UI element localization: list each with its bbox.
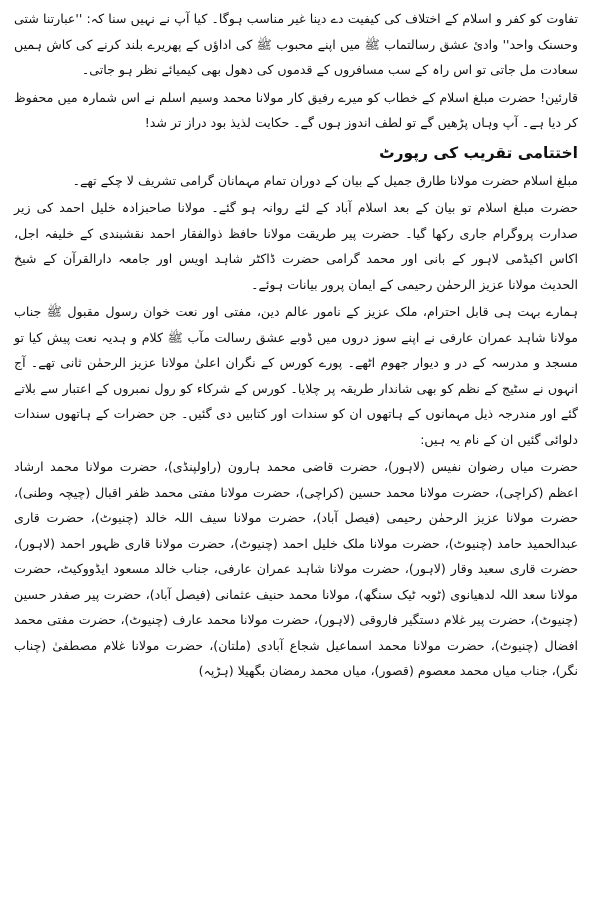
readers-note-paragraph: قارئین! حضرت مبلغ اسلام کے خطاب کو میرے رفیق کار مولانا محمد وسیم اسلم نے اس شمارہ میں محفوظ کر دیا ہے۔ آپ وہاں پڑھیں گے تو لطف اندوز ہوں گے۔ حکایت لذیذ بود دراز تر شد!: [14, 89, 578, 130]
report-paragraph: حضرت مبلغ اسلام تو بیان کے بعد اسلام آباد کے لئے روانہ ہو گئے۔ مولانا صاحبزادہ خلیل احمد کی زیر صدارت پروگرام جاری رکھا گیا۔ حضرت پیر طریقت مولانا حافظ ذوالفقار احمد نقشبندی کے خلیفہ اجل، اکاس اکیڈمی لاہور کے بانی اور محمد گرامی حضرت ڈاکٹر شاہد اویس اور جامعہ دارالقرآن کے شیخ الحدیث مولانا عزیز الرحمٰن رحیمی کے ایمان پرور بیانات ہوئے۔: [14, 200, 578, 292]
names-list-paragraph: حضرت میاں رضوان نفیس (لاہور)، حضرت قاضی محمد ہارون (راولپنڈی)، حضرت مولانا محمد ارشاد اعظم (کراچی)، حضرت مولانا محمد حسین (کراچی)، حضرت مولانا مفتی محمد ظفر اقبال (چیچہ وطنی)، حضرت مولانا عزیز الرحمٰن رحیمی (فیصل آباد)، حضرت مولانا سیف اللہ خالد (چنیوٹ)، حضرت قاری عبدالحمید حامد (چنیوٹ)، حضرت مولانا ملک خلیل احمد (چنیوٹ)، حضرت مولانا قاری ظہور احمد (لاہور)، حضرت قاری سعید وقار (لاہور)، حضرت مولانا شاہد عمران عارفی، جناب خالد مسعود ایڈووکیٹ، حضرت مولانا سعد اللہ لدھیانوی (ٹوبہ ٹیک سنگھ)، مولانا محمد حنیف عثمانی (فیصل آباد)، حضرت پیر صفدر حسین (چنیوٹ)، حضرت پیر غلام دستگیر فاروقی (لاہور)، حضرت مولانا محمد عارف (چنیوٹ)، حضرت مفتی محمد افضال (چنیوٹ)، حضرت مولانا محمد اسماعیل شجاع آبادی (ملتان)، حضرت مولانا غلام مصطفیٰ (چناب نگر)، جناب میاں محمد معصوم (قصور)، میاں محمد رمضان بگھیلا (ہڑپہ): [14, 459, 578, 678]
report-paragraph: مبلغ اسلام حضرت مولانا طارق جمیل کے بیان کے دوران تمام مہمانان گرامی تشریف لا چکے تھے۔: [72, 172, 578, 188]
intro-paragraph: تفاوت کو کفر و اسلام کے اختلاف کی کیفیت دے دینا غیر مناسب ہوگا۔ کیا آپ نے نہیں سنا کہ: ''عبارتنا شتی وحسنک واحد'' وادیٔ عشق رسالتماب ﷺ میں اپنے محبوب ﷺ کی اداؤں کے پھریرے بلند کرنے کی کاش ہمیں سعادت مل جاتی تو اس راہ کے سب مسافروں کے قدموں کی دھول بھی کیمیائے نظر ہو جاتی۔: [14, 11, 578, 77]
section-heading: اختتامی تقریب کی رپورٹ: [379, 143, 578, 162]
report-paragraph: ہمارے بہت ہی قابل احترام، ملک عزیز کے نامور عالم دین، مفتی اور نعت خوان رسول مقبول ﷺ جناب مولانا شاہد عمران عارفی نے اپنے سوز دروں میں ڈوبے عشق رسالت مآب ﷺ کلام و ہدیہ نعت پیش کیا تو مسجد و مدرسہ کے در و دیوار جھوم اٹھے۔ پورے کورس کے نگران اعلیٰ مولانا عزیز الرحمٰن ثانی تھے۔ آج انہوں نے سٹیج کے نظم کو بھی شاندار طریقہ پر چلایا۔ کورس کے شرکاء کو رول نمبروں کے اعتبار سے بلاتے گئے اور مندرجہ ذیل مہمانوں کے ہاتھوں ان کو سندات اور کتابیں دی گئیں۔ جن حضرات کے ہاتھوں سندات دلوائی گئیں ان کے نام یہ ہیں:: [14, 304, 578, 447]
